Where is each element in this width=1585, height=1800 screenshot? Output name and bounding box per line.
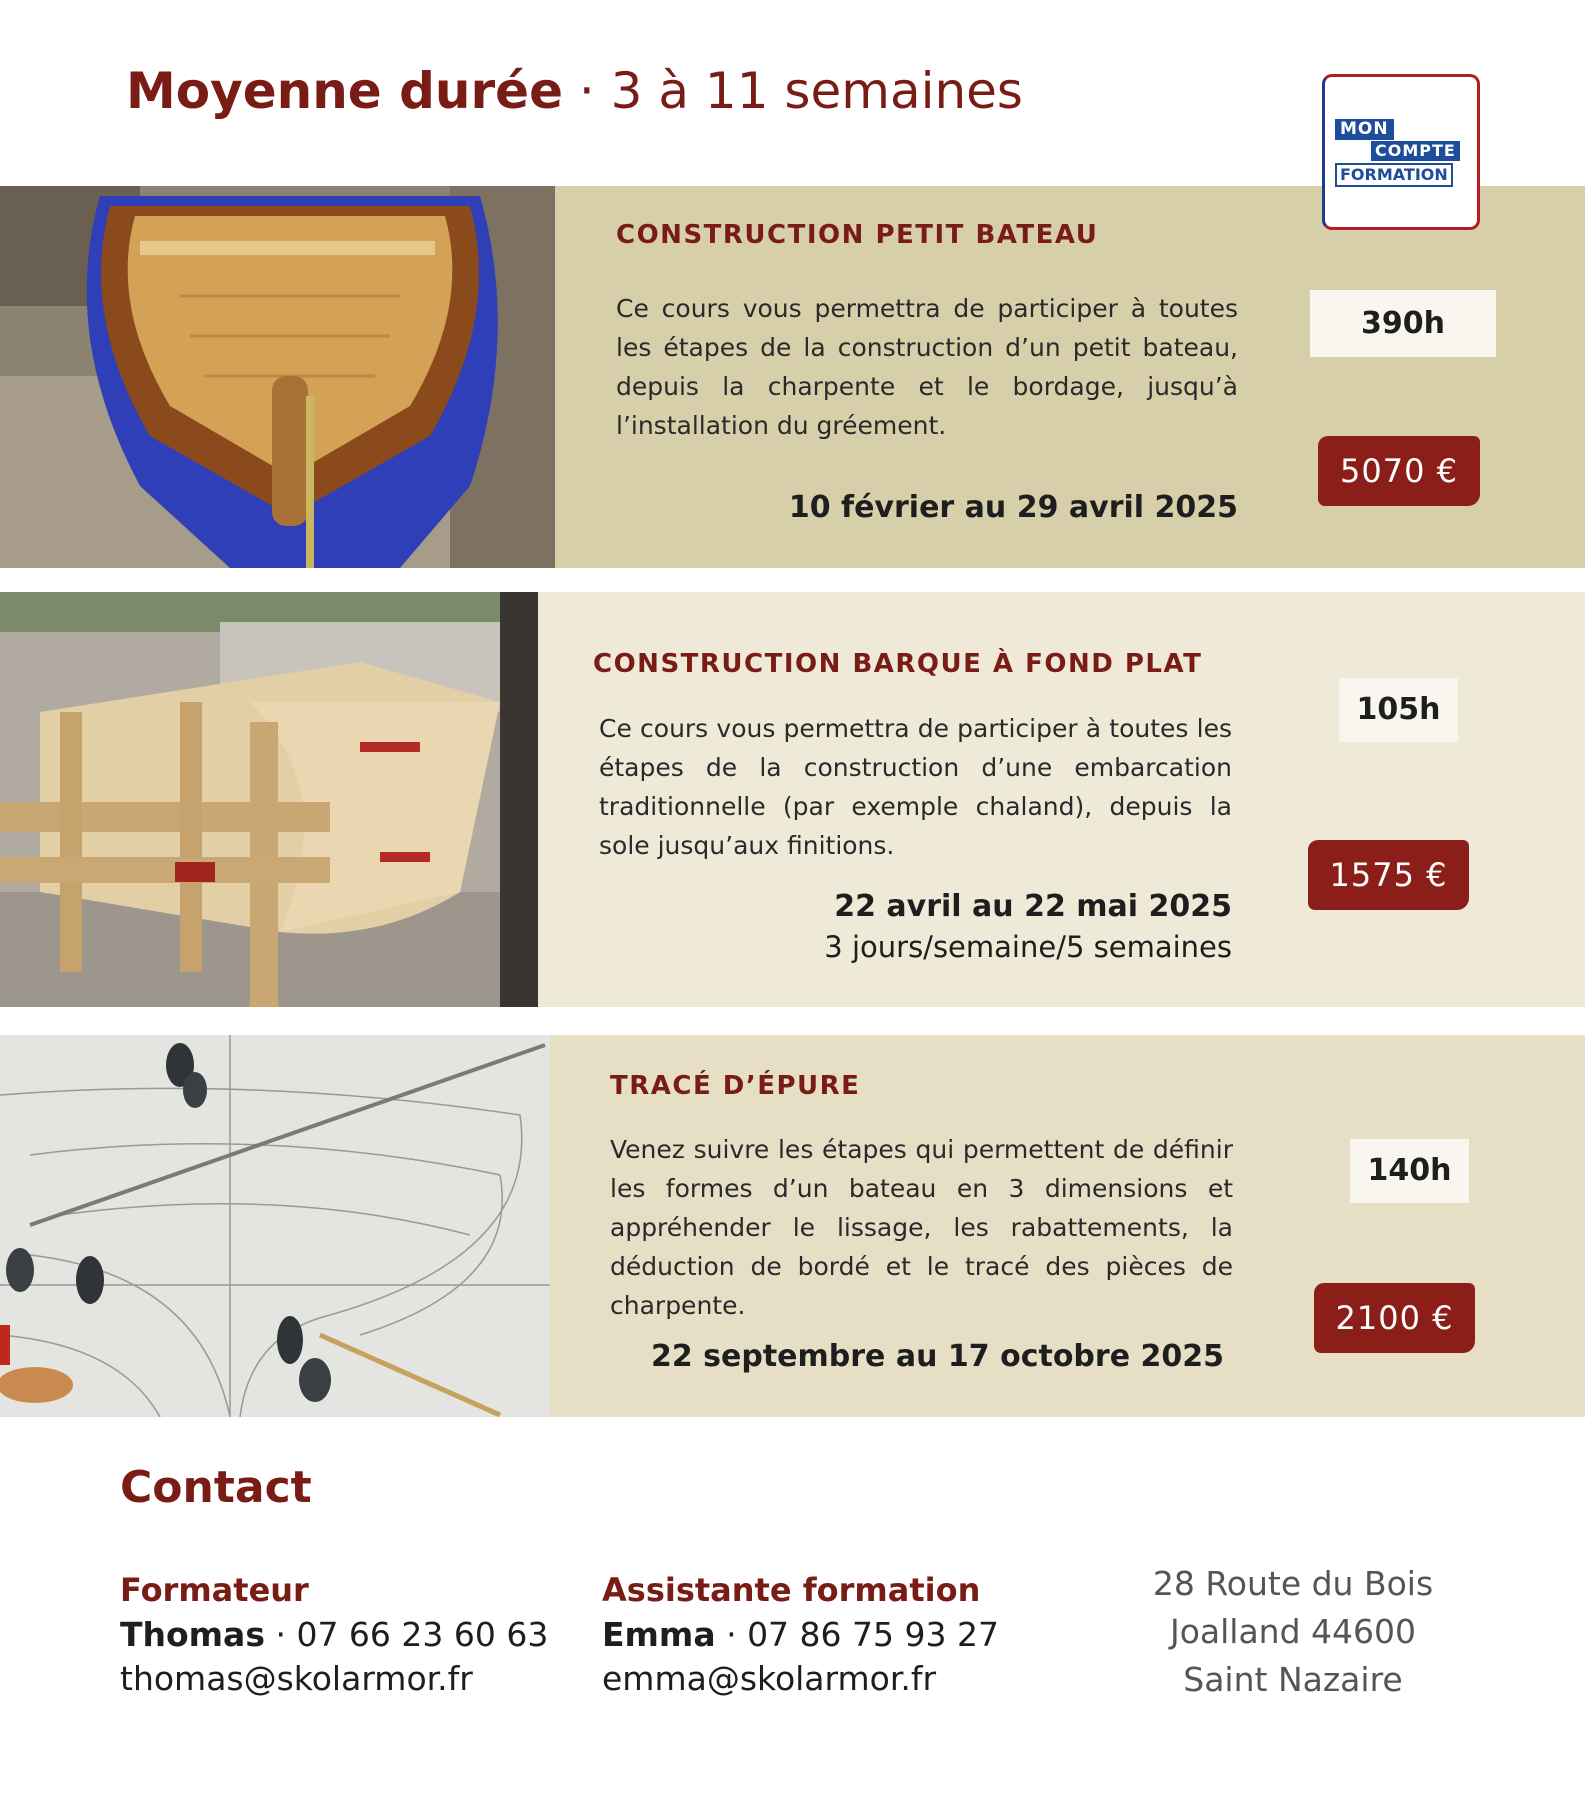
course-dates: 10 février au 29 avril 2025 [788, 490, 1238, 525]
course-price: 2100 € [1314, 1283, 1475, 1353]
assistant-contact [602, 1615, 999, 1654]
course-description: Ce cours vous permettra de participer à toutes les étapes de la construction d’une embarcation traditionnelle (par exemple chaland), depuis la sole jusqu’aux finitions. [599, 714, 1232, 860]
address-line-1: 28 Route du Bois [1152, 1564, 1434, 1603]
title-strong: Moyenne durée [126, 62, 563, 120]
course-title: CONSTRUCTION BARQUE À FOND PLAT [593, 649, 1203, 679]
contact-heading: Contact [120, 1462, 312, 1513]
course-title: TRACÉ D’ÉPURE [610, 1071, 861, 1101]
trainer-contact [120, 1615, 548, 1654]
course-schedule: 3 jours/semaine/5 semaines [824, 930, 1232, 964]
course-photo-boat [0, 186, 555, 568]
course-photo-lofting [0, 1035, 550, 1417]
trainer-phone[interactable]: · 07 66 23 60 63 [264, 1615, 549, 1654]
course-description: Venez suivre les étapes qui permettent de définir les formes d’un bateau en 3 dimensions et appréhender le lissage, les rabattements, la déduction de bordé et le tracé des pièces de charpente. [610, 1135, 1233, 1320]
course-hours: 390h [1310, 290, 1496, 357]
course-dates: 22 avril au 22 mai 2025 [834, 889, 1232, 924]
assistant-role: Assistante formation [602, 1571, 981, 1609]
title-rest: · 3 à 11 semaines [563, 62, 1023, 120]
trainer-role: Formateur [120, 1571, 309, 1609]
address-line-2: Joalland 44600 [1169, 1612, 1417, 1651]
course-dates: 22 septembre au 17 octobre 2025 [650, 1339, 1224, 1374]
course-description: Ce cours vous permettra de participer à toutes les étapes de la construction d’un petit bateau, depuis la charpente et le bordage, jusqu’à l’installation du gréement. [616, 294, 1238, 440]
address-line-3: Saint Nazaire [1183, 1660, 1403, 1699]
mon-compte-formation-logo [1322, 74, 1480, 230]
trainer-name: Thomas [120, 1615, 265, 1654]
assistant-phone[interactable]: · 07 86 75 93 27 [715, 1615, 999, 1654]
assistant-email[interactable]: emma@skolarmor.fr [602, 1659, 937, 1698]
course-photo-flat-boat [0, 592, 538, 1007]
logo-line-3: FORMATION [1335, 163, 1453, 187]
assistant-name: Emma [602, 1615, 716, 1654]
logo-line-1: MON [1335, 119, 1394, 140]
course-hours: 140h [1350, 1139, 1469, 1203]
course-price: 1575 € [1308, 840, 1469, 910]
logo-line-2: COMPTE [1371, 141, 1460, 161]
course-hours: 105h [1339, 678, 1458, 742]
course-title: CONSTRUCTION PETIT BATEAU [616, 220, 1099, 250]
course-price: 5070 € [1318, 436, 1480, 506]
page-title [126, 62, 1023, 120]
trainer-email[interactable]: thomas@skolarmor.fr [120, 1659, 473, 1698]
